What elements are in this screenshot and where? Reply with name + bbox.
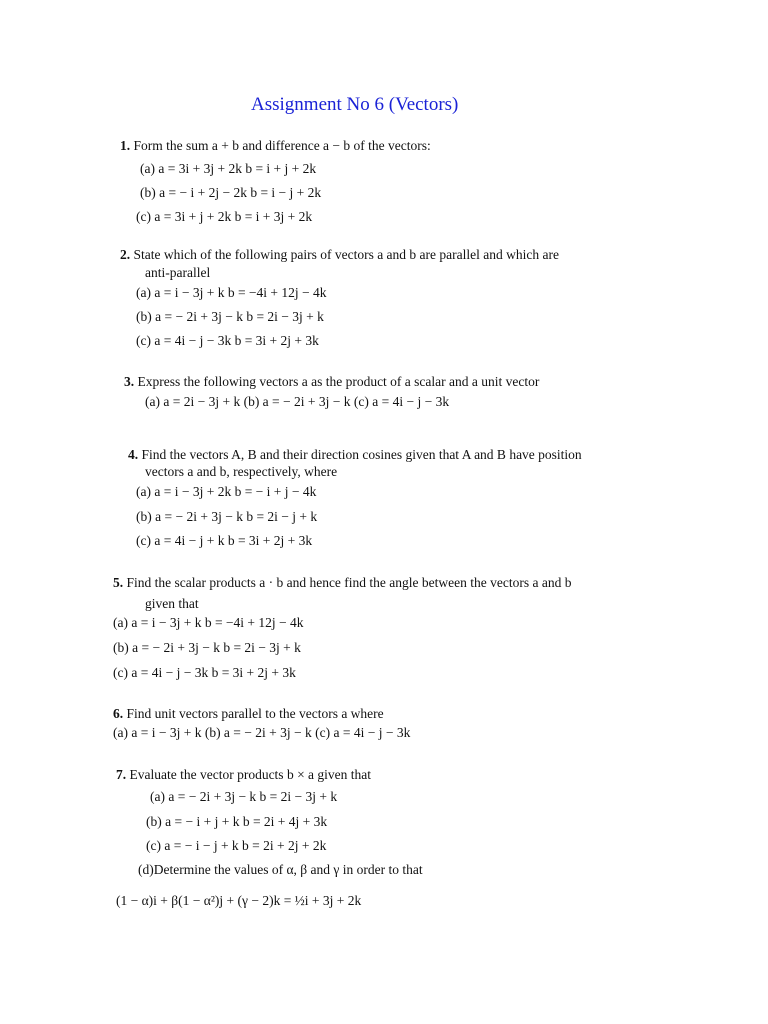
part-a: (a) a = i − 3j + k b = −4i + 12j − 4k bbox=[113, 615, 304, 630]
question-number: 1. bbox=[120, 138, 131, 153]
question-prompt-cont: vectors a and b, respectively, where bbox=[145, 464, 338, 479]
part-b: (b) a = − 2i + 3j − k b = 2i − 3j + k bbox=[113, 640, 301, 655]
part-c: (c) a = 4i − j − 3k b = 3i + 2j + 3k bbox=[136, 333, 319, 348]
part-c: (c) a = 4i − j + k b = 3i + 2j + 3k bbox=[136, 533, 313, 548]
question-number: 4. bbox=[128, 447, 139, 462]
question-prompt: Express the following vectors a as the product of a scalar and a unit vector bbox=[137, 374, 540, 389]
question-number: 5. bbox=[113, 575, 124, 590]
part-a: (a) a = i − 3j + 2k b = − i + j − 4k bbox=[136, 484, 317, 499]
part-b: (b) a = − 2i + 3j − k b = 2i − j + k bbox=[136, 509, 318, 524]
part-c: (c) a = 4i − j − 3k b = 3i + 2j + 3k bbox=[113, 665, 296, 680]
part-b: (b) a = − i + 2j − 2k b = i − j + 2k bbox=[140, 185, 322, 200]
question-prompt: State which of the following pairs of vectors a and b are parallel and which are bbox=[133, 247, 559, 262]
question-prompt-cont: given that bbox=[145, 596, 199, 611]
question-text bbox=[120, 139, 431, 153]
question-prompt: Find the scalar products a · b and hence find the angle between the vectors a and b bbox=[126, 575, 572, 590]
question-text bbox=[120, 248, 559, 262]
part-d: (d)Determine the values of α, β and γ in order to that bbox=[138, 862, 423, 877]
question-prompt: Evaluate the vector products b × a given that bbox=[129, 767, 372, 782]
part-b: (b) a = − i + j + k b = 2i + 4j + 3k bbox=[146, 814, 328, 829]
equation: (1 − α)i + β(1 − α²)j + (γ − 2)k = ½i + 3j + 2k bbox=[116, 893, 362, 908]
part-c: (c) a = 3i + j + 2k b = i + 3j + 2k bbox=[136, 209, 313, 224]
part-c: (c) a = − i − j + k b = 2i + 2j + 2k bbox=[146, 838, 327, 853]
question-text bbox=[113, 576, 571, 590]
question-text bbox=[124, 375, 539, 389]
question-prompt: Form the sum a + b and difference a − b of the vectors: bbox=[133, 138, 431, 153]
part-b: (b) a = − 2i + 3j − k b = 2i − 3j + k bbox=[136, 309, 324, 324]
question-number: 6. bbox=[113, 706, 124, 721]
part-a: (a) a = 3i + 3j + 2k b = i + j + 2k bbox=[140, 161, 317, 176]
question-text bbox=[128, 448, 582, 462]
page-title: Assignment No 6 (Vectors) bbox=[251, 94, 459, 115]
question-number: 7. bbox=[116, 767, 127, 782]
question-text bbox=[113, 707, 384, 721]
part-a: (a) a = i − 3j + k b = −4i + 12j − 4k bbox=[136, 285, 327, 300]
parts-row: (a) a = 2i − 3j + k (b) a = − 2i + 3j − k (c) a = 4i − j − 3k bbox=[145, 394, 450, 409]
question-text bbox=[116, 768, 371, 782]
question-prompt-cont: anti-parallel bbox=[145, 265, 211, 280]
question-prompt: Find the vectors A, B and their direction cosines given that A and B have position bbox=[141, 447, 582, 462]
question-number: 3. bbox=[124, 374, 135, 389]
question-prompt: Find unit vectors parallel to the vectors a where bbox=[126, 706, 384, 721]
question-number: 2. bbox=[120, 247, 131, 262]
part-a: (a) a = − 2i + 3j − k b = 2i − 3j + k bbox=[150, 789, 338, 804]
parts-row: (a) a = i − 3j + k (b) a = − 2i + 3j − k (c) a = 4i − j − 3k bbox=[113, 725, 411, 740]
